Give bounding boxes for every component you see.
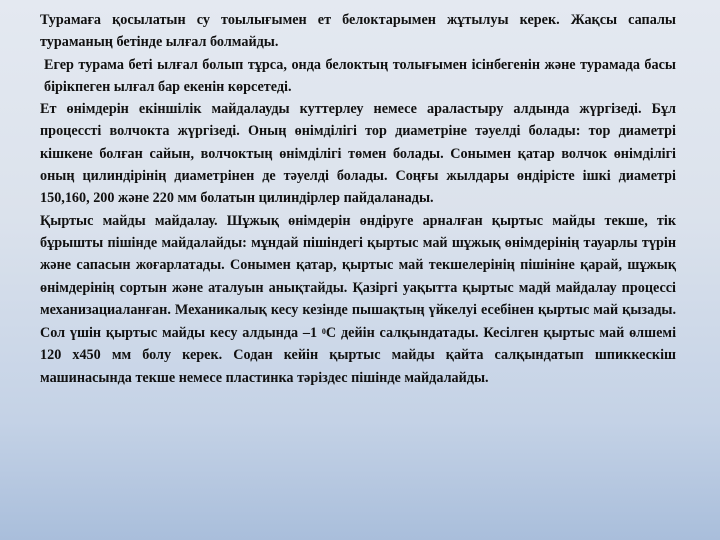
paragraph-2: Егер турама беті ылғал болып тұрса, онда белоктың толығымен ісінбегенін және турамада басы бірікпеген ылғал бар екенін көрсетеді. bbox=[44, 56, 676, 95]
paragraph-4 bbox=[40, 210, 676, 389]
paragraph-4-heading: Қыртыс майды майдалау. bbox=[40, 212, 218, 229]
paragraph-4-end: С дейін салқындатады. Кесілген қыртыс май өлшемі 120 х450 мм болу керек. Содан кейін қыртыс майды қайта салқындатып шпиккескіш машинасында текше немесе пластинка тәріздес пішінде майдалайды. bbox=[40, 325, 677, 386]
paragraph-3: Ет өнімдерін екіншілік майдалауды куттерлеу немесе араластыру алдында жүргізеді. Бұл процессті волчокта жүргізеді. Оның өнімділігі тор диаметріне тәуелді болады: тор диаметрі кішкене болған сайын, волчоктың өнімділігі төмен болады. Сонымен қатар волчок өнімділігі оның цилиндірінің диаметрінен де тәуелді болады. Соңғы жылдары өндірісте ішкі диаметрі 150,160, 200 және 220 мм болатын цилиндірлер пайдаланады. bbox=[40, 101, 676, 207]
document-body bbox=[40, 9, 676, 389]
paragraph-1: Турамаға қосылатын су тоылығымен ет белоктарымен жұтылуы керек. Жақсы сапалы тураманың бетінде ылғал болмайды. bbox=[40, 12, 676, 51]
degree-superscript: 0 bbox=[321, 327, 326, 337]
paragraph-4-body: Шұжық өнімдерін өндіруге арналған қыртыс майды текше, тік бұрышты пішінде майдалайды: мұндай пішіндегі қыртыс май шұжық өнімдерінің тауарлы түрін және сапасын жоғарлатады. Сонымен қатар, қыртыс май текшелерінің пішініне қарай, шұжық өнімдерінің сортын және аталуын анықтайды. Қазіргі уақытта қыртыс мадй майдалау процессі механизациаланған. Механикалық кесу кезінде пышақтың үйкелуі есебінен қыртыс май қызады. Сол үшін қыртыс майды кесу алдында –1 bbox=[40, 212, 676, 342]
